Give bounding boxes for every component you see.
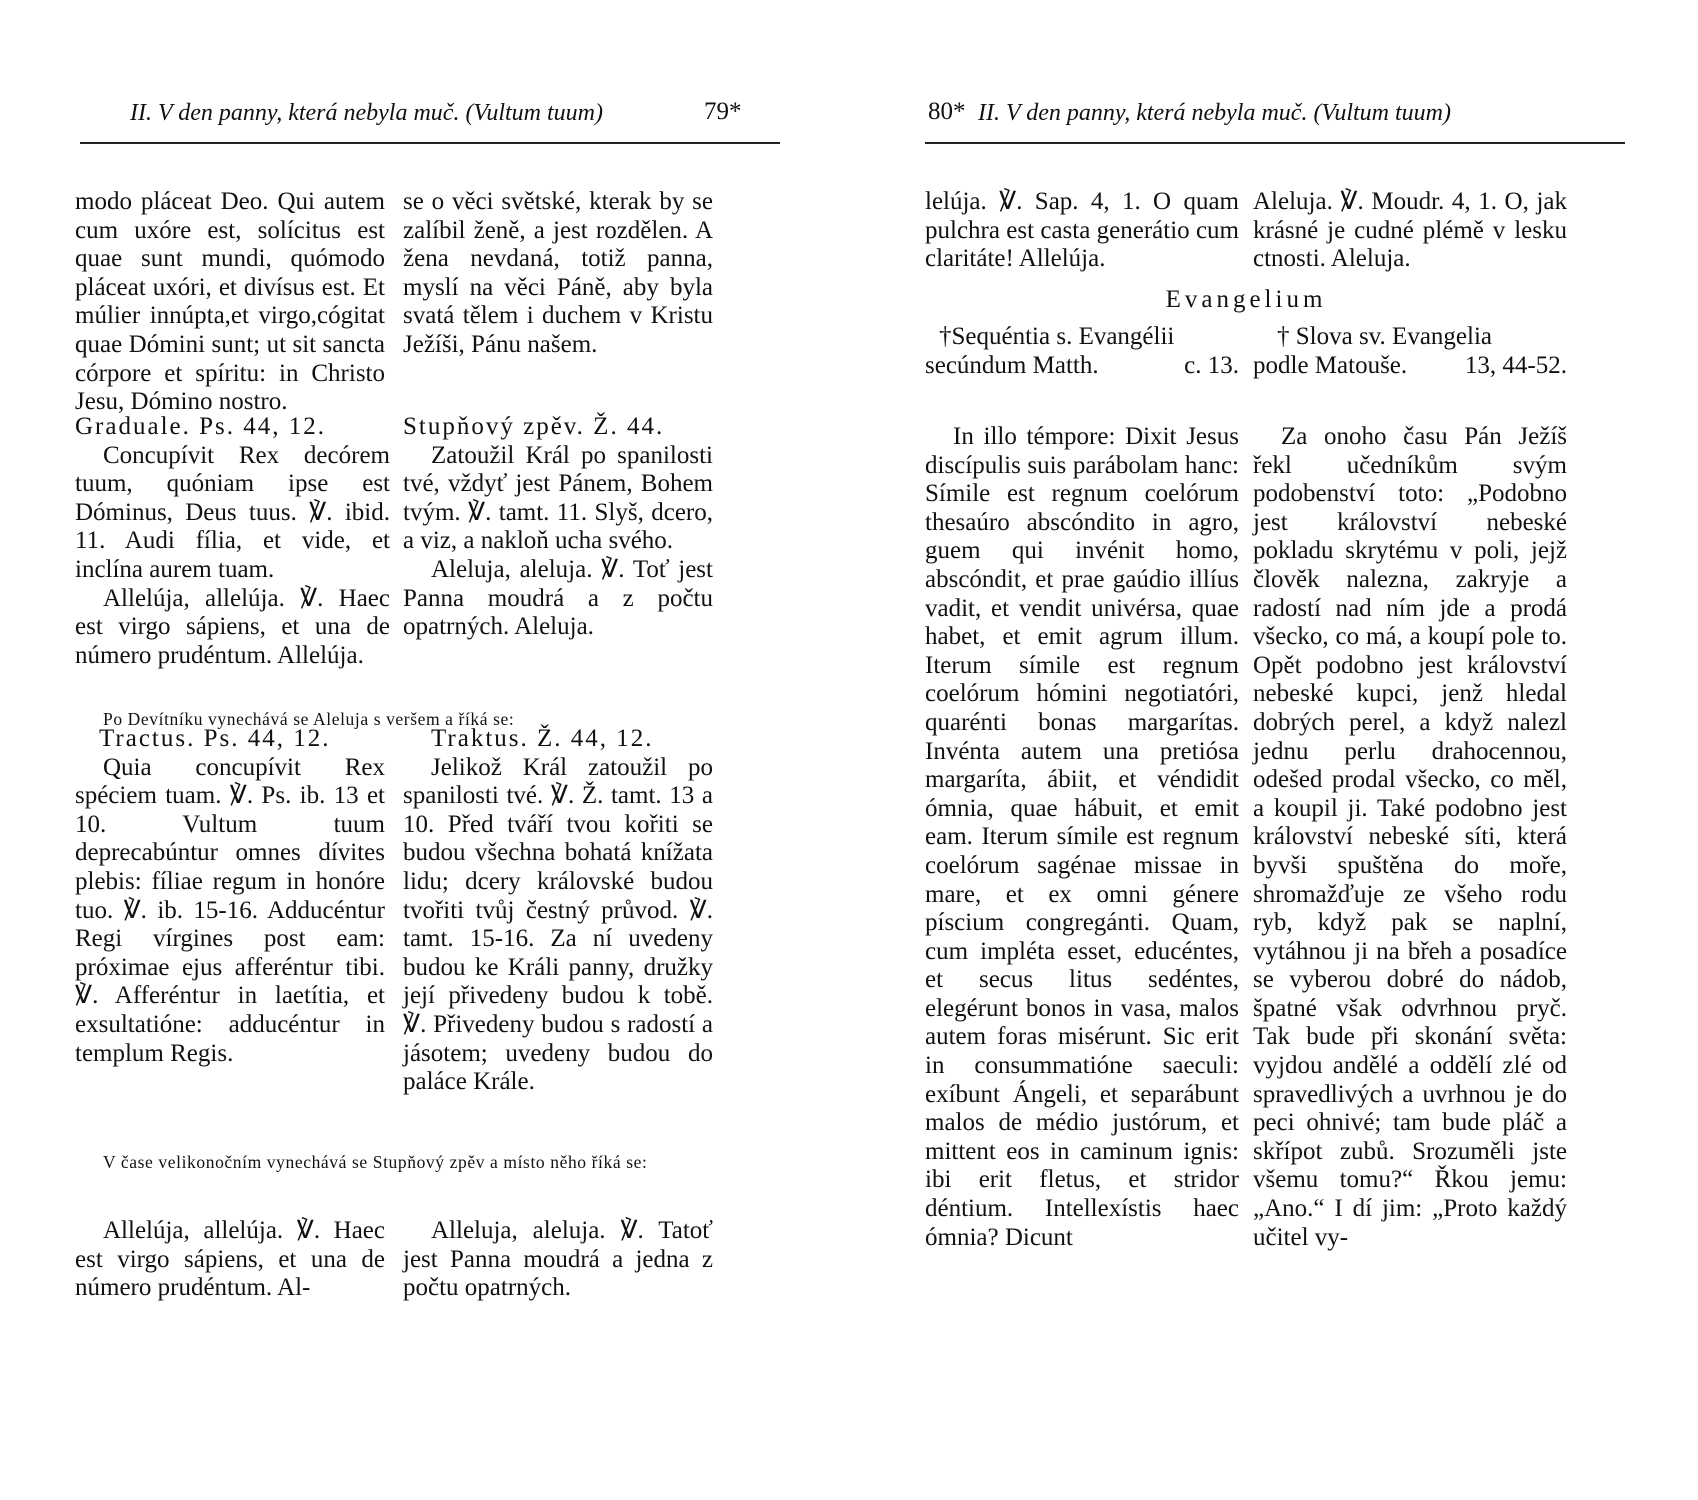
right-header-rule [925, 142, 1625, 144]
gospel-latin: In illo témpore: Dixit Jesus discípulis suis parábolam hanc: Símile est regnum coelórum thesaúro abscóndito in agro, guem qui invénit homo, abscóndit, et prae gaúdio illíus vadit, et vendit univérsa, quae habet, et emit agrum illum. Iterum símile est regnum coelórum hómini negotiatóri, quarénti bonas margarítas. Invénta autem una pretiósa margaríta, ábiit, et véndidit ómnia, quae hábuit, et emit eam. Iterum símile est regnum coelórum sagénae missae in mare, et ex omni génere píscium congregánti. Quam, cum impléta esset, educéntes, et secus litus sedéntes, elegérunt bonos in vasa, malos autem foras misérunt. Sic erit in consummatióne saeculi: exíbunt Ángeli, et separábunt malos de médio justórum, et mittent eos in caminum ignis: ibi erit fletus, et stridor déntium. Intellexístis haec ómnia? Dicunt [925, 423, 1239, 1251]
right-top-latin: lelúja. ℣. Sap. 4, 1. O quam pulchra est casta generátio cum claritáte! Allelúja. [925, 188, 1239, 273]
graduale-czech-alleluia: Aleluja, aleluja. ℣. Toť jest Panna moudrá a z počtu opatrných. Aleluja. [403, 555, 713, 641]
left-page [75, 0, 780, 1500]
graduale-latin-alleluia: Allelúja, allelúja. ℣. Haec est virgo sápiens, et una de número prudéntum. Allelúja. [75, 584, 390, 669]
sequentia-czech-book: podle Matouše. [1253, 351, 1408, 379]
right-running-header [928, 96, 1635, 132]
sequentia-latin [925, 323, 1239, 380]
left-header-rule [80, 142, 780, 144]
graduale-latin-verse: Concupívit Rex decórem tuum, quóniam ipse est Dóminus, Deus tuus. ℣. ibid. 11. Audi fília, et vide, et inclína aurem tuam. [75, 441, 390, 583]
sequentia-czech-chapter: 13, 44-52. [1464, 351, 1567, 379]
evangelium-heading: Evangelium [1165, 286, 1327, 313]
sequentia-latin-line2 [925, 352, 1239, 381]
right-header-title: II. V den panny, která nebyla muč. (Vultum tuum) [978, 100, 1451, 126]
left-top-czech: se o věci světské, kterak by se zalíbil ženě, a jest rozdělen. A žena nevdaná, totiž panna, myslí na věci Páně, aby byla svatá tělem i duchem v Kristu Ježíši, Pánu našem. [403, 188, 713, 358]
left-running-header [80, 96, 780, 132]
right-page-number: 80* [928, 98, 966, 125]
sequentia-czech-line1: † Slova sv. Evangelia [1277, 323, 1493, 350]
right-page [925, 0, 1635, 1500]
graduale-czech-verse: Zatoužil Král po spanilosti tvé, vždyť jest Pánem, Bohem tvým. ℣. tamt. 11. Slyš, dcero, a viz, a nakloň ucha svého. [403, 441, 713, 555]
sequentia-latin-line1: †Sequéntia s. Evangélii [939, 323, 1175, 350]
graduale-czech-heading: Stupňový zpěv. Ž. 44. [403, 413, 665, 440]
tractus-czech [403, 725, 713, 1097]
left-header-title: II. V den panny, která nebyla muč. (Vultum tuum) [130, 100, 603, 126]
graduale-czech [403, 413, 713, 642]
left-page-number: 79* [704, 98, 742, 125]
sequentia-czech [1253, 323, 1567, 380]
paschal-czech: Alleluja, aleluja. ℣. Tatoť jest Panna moudrá a jedna z počtu opatrných. [403, 1217, 713, 1302]
tractus-latin [75, 725, 385, 1068]
graduale-latin [75, 413, 390, 670]
gospel-czech: Za onoho času Pán Ježíš řekl učedníkům svým podobenství toto: „Podobno jest království nebeské pokladu skrytému v poli, jejž člověk nalezna, zakryje a radostí nad ním jde a prodá všecko, co má, a koupí pole to. Opět podobno jest království nebeské kupci, jenž hledal dobrých perel, a když nalezl jednu perlu drahocennou, odešed prodal všecko, co měl, a koupil ji. Také podobno jest království nebeské síti, která byvši spuštěna do moře, shromažďuje ze všeho rodu ryb, když pak se naplní, vytáhnou ji na břeh a posadíce se vyberou dobré do nádob, špatné však odvrhnou pryč. Tak bude při skonání světa: vyjdou andělé a oddělí zlé od spravedlivých a uvrhnou je do peci ohnivé; tam bude pláč a skřípot zubů. Srozuměli jste všemu tomu?“ Řkou jemu: „Ano.“ I dí jim: „Proto každý učitel vy- [1253, 423, 1567, 1251]
tractus-czech-heading: Traktus. Ž. 44, 12. [431, 725, 654, 752]
tractus-latin-heading: Tractus. Ps. 44, 12. [99, 725, 331, 752]
graduale-latin-heading: Graduale. Ps. 44, 12. [75, 413, 326, 440]
rubric-after-septuagesima: Po Devítníku vynechává se Aleluja s veršem a říká se: [103, 708, 515, 729]
tractus-czech-text: Jelikož Král zatoužil po spanilosti tvé. ℣. Ž. tamt. 13 a 10. Před tváří tvou kořiti se budou všechna bohatá knížata lidu; dcery královské budou tvořiti tvůj čestný průvod. ℣. tamt. 15-16. Za ní uvedeny budou ke Králi panny, družky její přivedeny budou k tobě. ℣. Přivedeny budou s radostí a jásotem; uvedeny budou do paláce Krále. [403, 753, 713, 1096]
tractus-latin-text: Quia concupívit Rex spéciem tuam. ℣. Ps. ib. 13 et 10. Vultum tuum deprecabúntur omnes dívites plebis: fíliae regum in honóre tuo. ℣. ib. 15-16. Adducéntur Regi vírgines post eam: próximae ejus afferéntur tibi. ℣. Afferéntur in laetítia, et exsultatióne: adducéntur in templum Regis. [75, 753, 385, 1067]
rubric-paschal-time: V čase velikonočním vynechává se Stupňový zpěv a místo něho říká se: [103, 1151, 648, 1172]
sequentia-czech-line2 [1253, 352, 1567, 381]
right-top-czech: Aleluja. ℣. Moudr. 4, 1. O, jak krásné je cudné plémě v lesku ctnosti. Aleluja. [1253, 188, 1567, 273]
sequentia-latin-chapter: c. 13. [1184, 351, 1239, 379]
sequentia-latin-book: secúndum Matth. [925, 351, 1099, 379]
left-top-latin: modo pláceat Deo. Qui autem cum uxóre est, solícitus est quae sunt mundi, quómodo pláceat uxóri, et divísus est. Et múlier innúpta,et virgo,cógitat quae Dómini sunt; ut sit sancta córpore et spíritu: in Christo Jesu, Dómino nostro. [75, 188, 385, 416]
paschal-latin: Allelúja, allelúja. ℣. Haec est virgo sápiens, et una de número prudéntum. Al- [75, 1217, 385, 1302]
